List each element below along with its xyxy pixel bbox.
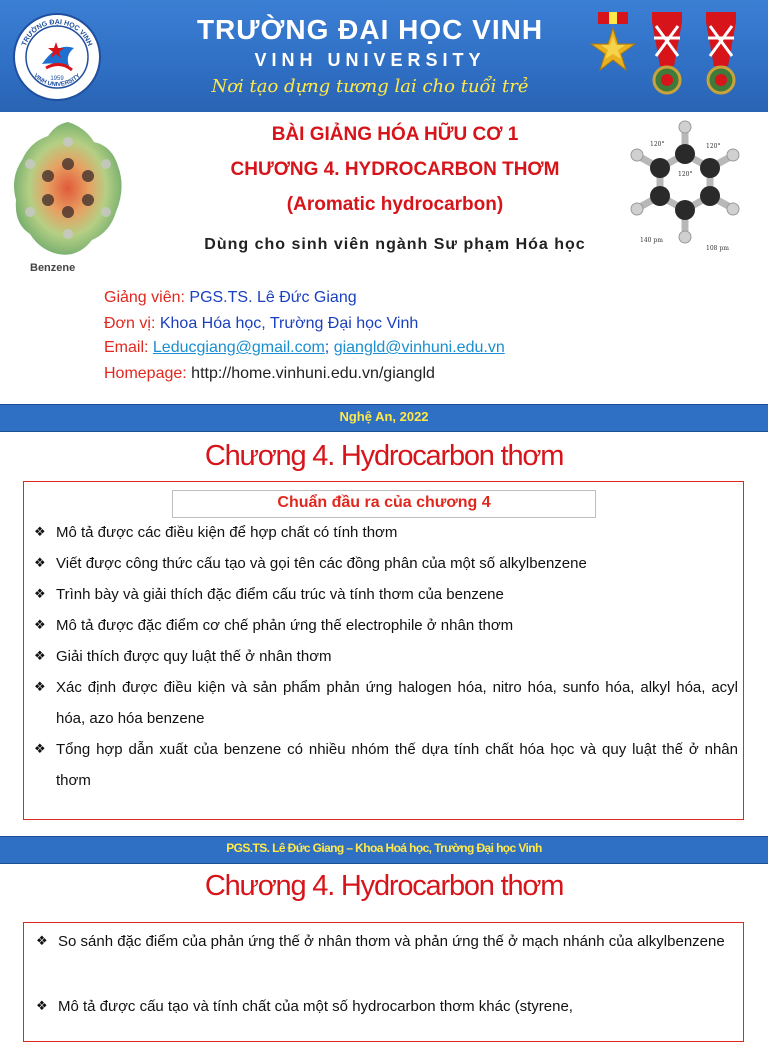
- bullet-diamond-icon: ❖: [34, 556, 46, 571]
- homepage-label: Homepage:: [104, 365, 192, 382]
- bond-length-label: 140 pm: [640, 237, 663, 244]
- bullet-diamond-icon: ❖: [36, 999, 48, 1014]
- homepage-line: [104, 365, 435, 383]
- list-item: ❖ Mô tả được đặc điểm cơ chế phản ứng thế electrophile ở nhân thơm: [56, 610, 738, 641]
- university-logo-icon: [12, 12, 102, 102]
- list-item: ❖ Trình bày và giải thích đặc điểm cấu trúc và tính thơm của benzene: [56, 579, 738, 610]
- email-line: [104, 339, 505, 357]
- email-link-2[interactable]: giangld@vinhuni.edu.vn: [333, 339, 505, 356]
- unit-label: Đơn vị:: [104, 315, 160, 332]
- lecturer-label: Giảng viên:: [104, 289, 190, 306]
- medal-icon: [706, 12, 736, 93]
- university-name-en: VINH UNIVERSITY: [254, 50, 486, 70]
- audience-line: Dùng cho sinh viên ngành Sư phạm Hóa học: [204, 236, 586, 253]
- angle-label: 120°: [706, 143, 721, 150]
- slide1-footer-text: Nghệ An, 2022: [339, 409, 429, 424]
- benzene-potential-map-image: [8, 116, 128, 266]
- lecturer-line: [104, 289, 357, 307]
- logo-year: 1959: [50, 76, 64, 82]
- course-title: BÀI GIẢNG HÓA HỮU CƠ 1: [271, 124, 519, 145]
- list-item: ❖ Mô tả được cấu tạo và tính chất của một số hydrocarbon thơm khác (styrene,: [58, 992, 748, 1022]
- chapter-subtitle-en: (Aromatic hydrocarbon): [286, 194, 504, 215]
- medals-group: [586, 8, 764, 104]
- bullet-diamond-icon: ❖: [36, 934, 48, 949]
- list-item: ❖ Viết được công thức cấu tạo và gọi tên các đồng phân của một số alkylbenzene: [56, 548, 738, 579]
- list-item: ❖ Tổng hợp dẫn xuất của benzene có nhiều nhóm thế dựa tính chất hóa học và quy luật thế ở nhân thơm: [56, 734, 738, 796]
- homepage-link[interactable]: http://home.vinhuni.edu.vn/giangld: [191, 365, 435, 382]
- list-item: ❖ Mô tả được các điều kiện để hợp chất có tính thơm: [56, 517, 738, 548]
- slide2-heading: Chương 4. Hydrocarbon thơm: [204, 440, 564, 472]
- list-item: ❖ Giải thích được quy luật thế ở nhân thơm: [56, 641, 738, 672]
- logo-ring-text: TRƯỜNG ĐẠI HỌC VINH: [21, 18, 93, 48]
- slide2-footer-text: PGS.TS. Lê Đức Giang – Khoa Hoá học, Trường Đại học Vinh: [226, 841, 542, 855]
- angle-label: 120°: [650, 141, 665, 148]
- bullet-diamond-icon: ❖: [34, 525, 46, 540]
- bond-length-label: 108 pm: [706, 245, 729, 252]
- bullet-diamond-icon: ❖: [34, 649, 46, 664]
- list-item: ❖ So sánh đặc điểm của phản ứng thế ở nhân thơm và phản ứng thế ở mạch nhánh của alkylbenzene: [58, 927, 748, 957]
- medal-icon: [591, 12, 635, 70]
- benzene-caption: Benzene: [30, 262, 76, 274]
- university-slogan: Nơi tạo dựng tương lai cho tuổi trẻ: [211, 76, 529, 97]
- lecturer-value: PGS.TS. Lê Đức Giang: [189, 289, 357, 306]
- bullet-diamond-icon: ❖: [34, 587, 46, 602]
- university-name-vi: TRƯỜNG ĐẠI HỌC VINH: [196, 14, 544, 45]
- angle-label: 120°: [678, 171, 693, 178]
- list-item: ❖ Xác định được điều kiện và sản phẩm phản ứng halogen hóa, nitro hóa, sunfo hóa, alkyl hóa, acyl hóa, azo hóa benzene: [56, 672, 738, 734]
- email-label: Email:: [104, 339, 153, 356]
- chapter-title: CHƯƠNG 4. HYDROCARBON THƠM: [230, 159, 560, 180]
- medal-icon: [652, 12, 682, 93]
- bullet-diamond-icon: ❖: [34, 680, 46, 695]
- slide3-heading: Chương 4. Hydrocarbon thơm: [204, 870, 564, 902]
- email-separator: ;: [324, 339, 334, 356]
- bullet-diamond-icon: ❖: [34, 742, 46, 757]
- unit-value: Khoa Hóa học, Trường Đại học Vinh: [159, 315, 419, 332]
- email-link-1[interactable]: Leducgiang@gmail.com: [152, 339, 325, 356]
- unit-line: [104, 315, 418, 333]
- logo-ring-text-en: VINH UNIVERSITY: [32, 73, 82, 89]
- outcomes-title: Chuẩn đầu ra của chương 4: [277, 494, 491, 511]
- bullet-diamond-icon: ❖: [34, 618, 46, 633]
